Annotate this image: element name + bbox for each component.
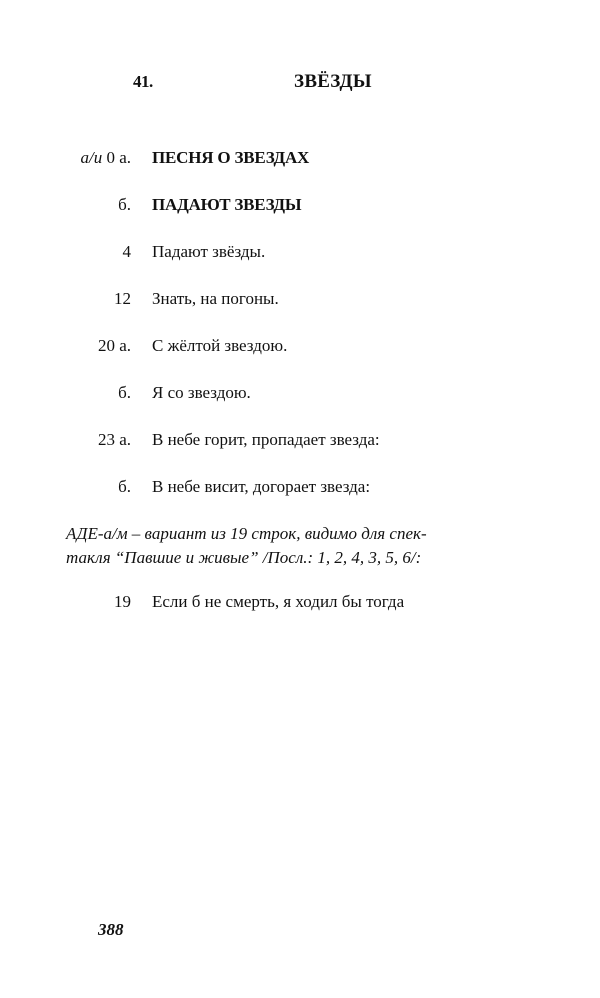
page-number: 388: [98, 920, 124, 939]
line-text: Знать, на погоны.: [152, 289, 279, 308]
variant-line: [0, 592, 600, 618]
line-text: ПАДАЮТ ЗВЕЗДЫ: [152, 195, 302, 214]
variant-line: [0, 383, 600, 409]
song-number: 41.: [133, 72, 153, 91]
variant-line: [0, 242, 600, 268]
line-marker: [80, 148, 131, 168]
note-line: такля “Павшие и живые” /Посл.: 1, 2, 4, 3, 5, 6/:: [66, 548, 422, 567]
variant-line: [0, 148, 600, 174]
marker-number: 0 а.: [106, 148, 131, 167]
note-line: АДЕ-а/м – вариант из 19 строк, видимо для спек-: [66, 524, 427, 543]
line-text: В небе висит, догорает звезда:: [152, 477, 371, 496]
line-marker: 20 а.: [97, 336, 131, 355]
editorial-note: [66, 522, 564, 570]
variant-line: [0, 195, 600, 221]
line-text: Падают звёзды.: [152, 242, 266, 261]
line-text: ПЕСНЯ О ЗВЕЗДАХ: [152, 148, 310, 167]
variant-line: [0, 430, 600, 456]
line-text: Я со звездою.: [152, 383, 251, 402]
line-text: С жёлтой звездою.: [152, 336, 288, 355]
variant-line: [0, 336, 600, 362]
line-marker: 23 а.: [97, 430, 131, 449]
line-marker: б.: [118, 195, 131, 214]
song-title: ЗВЁЗДЫ: [294, 71, 372, 92]
line-marker: 4: [122, 242, 131, 261]
source-abbrev: а/и: [80, 148, 103, 167]
line-marker: б.: [118, 477, 131, 496]
line-text: В небе горит, пропадает звезда:: [152, 430, 380, 449]
variant-line: [0, 477, 600, 503]
line-marker: 19: [114, 592, 131, 611]
line-text: Если б не смерть, я ходил бы тогда: [152, 592, 405, 611]
line-marker: 12: [114, 289, 131, 308]
variant-line: [0, 289, 600, 315]
line-marker: б.: [118, 383, 131, 402]
